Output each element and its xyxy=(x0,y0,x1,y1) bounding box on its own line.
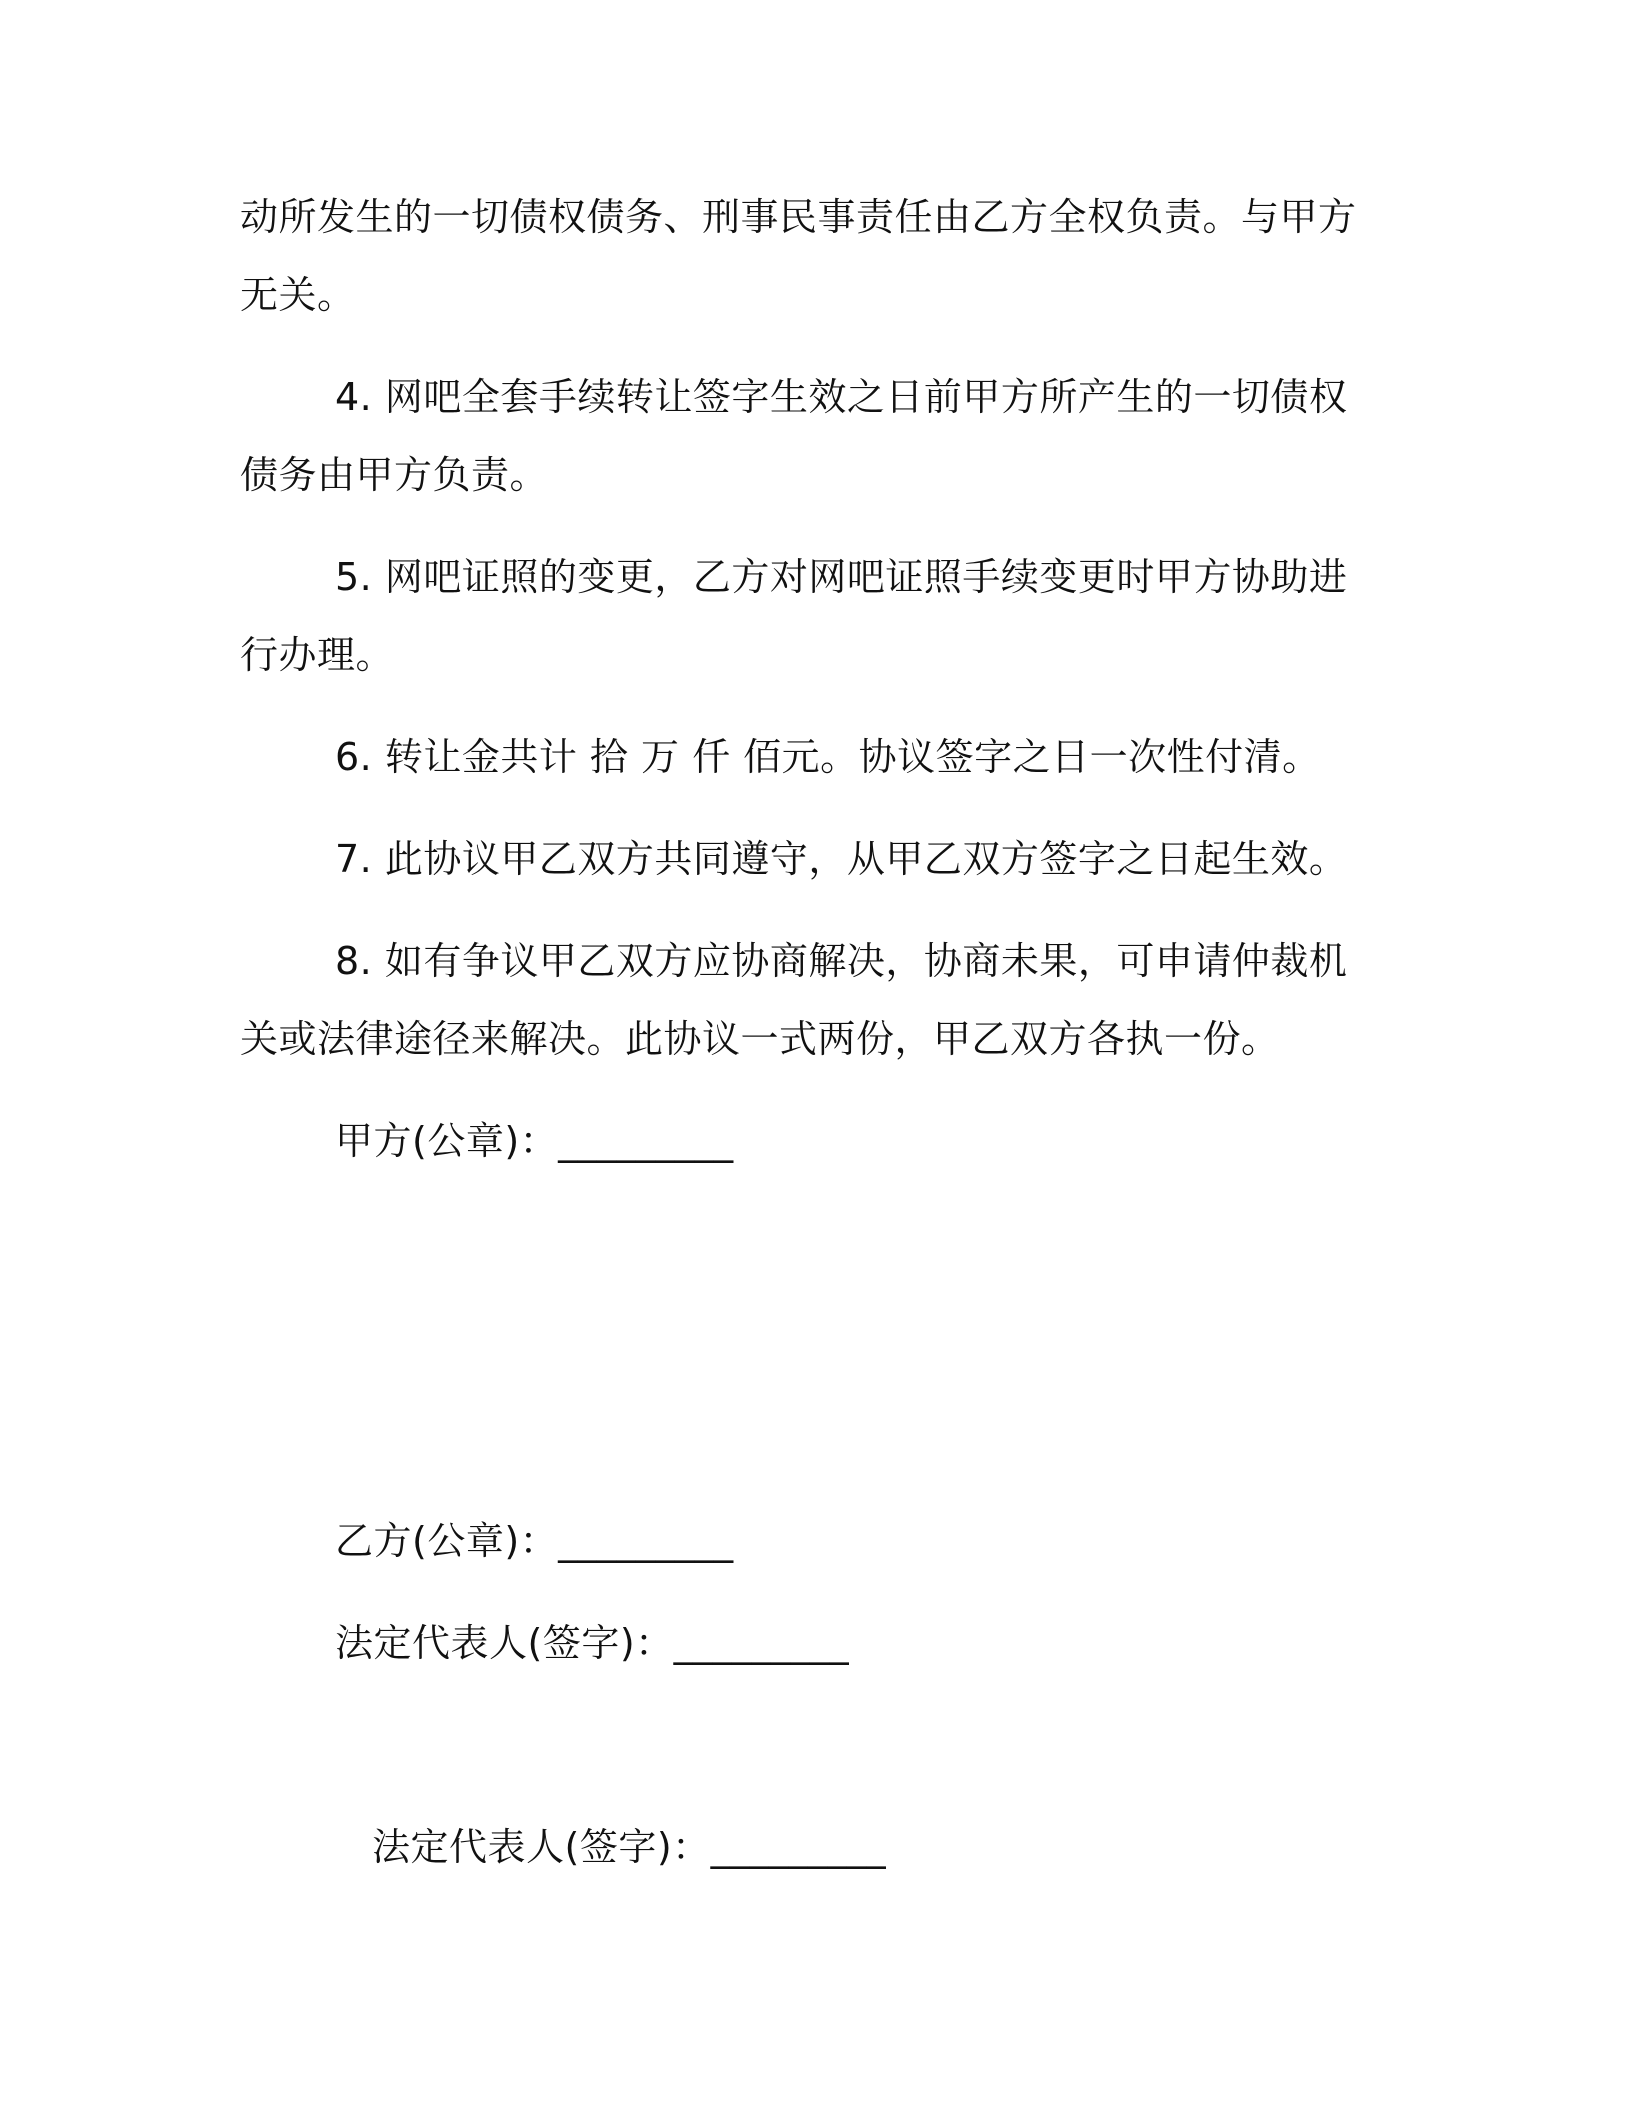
legal-representative-signature-line: 法定代表人(签字)：_________ xyxy=(335,1621,850,1665)
paragraph-clause-5: 5. 网吧证照的变更，乙方对网吧证照手续变更时甲方协助进行办理。 xyxy=(240,555,1348,677)
paragraph-clause-6: 6. 转让金共计 拾 万 仟 佰元。协议签字之日一次性付清。 xyxy=(335,735,1321,779)
party-a-seal-line: 甲方(公章)：_________ xyxy=(335,1119,734,1163)
paragraph-clause-4: 4. 网吧全套手续转让签字生效之日前甲方所产生的一切债权债务由甲方负责。 xyxy=(240,375,1348,497)
legal-representative-signature-line-2: 法定代表人(签字)：_________ xyxy=(372,1825,887,1869)
paragraph-clause-7: 7. 此协议甲乙双方共同遵守，从甲乙双方签字之日起生效。 xyxy=(335,837,1348,881)
paragraph-clause-8: 8. 如有争议甲乙双方应协商解决，协商未果，可申请仲裁机关或法律途径来解决。此协议一式两份，甲乙双方各执一份。 xyxy=(240,939,1348,1061)
party-b-seal-line: 乙方(公章)：_________ xyxy=(335,1519,734,1563)
paragraph-continued: 动所发生的一切债权债务、刑事民事责任由乙方全权负责。与甲方无关。 xyxy=(240,195,1357,317)
